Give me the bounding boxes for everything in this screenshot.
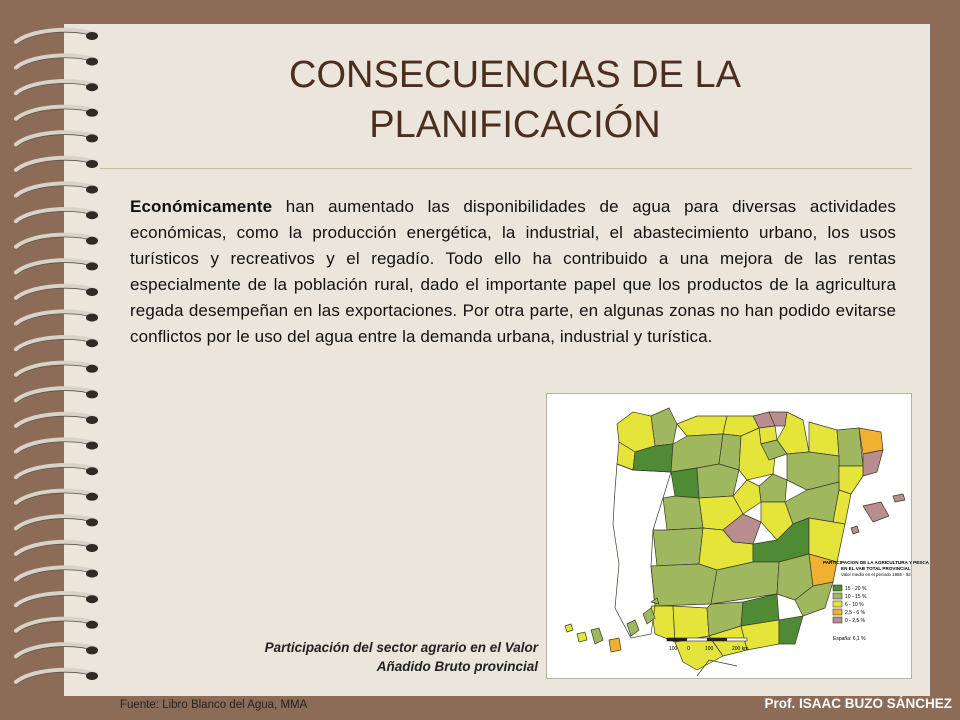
spiral-ring — [16, 465, 98, 479]
legend-title-2: EN EL VAB TOTAL PROVINCIAL — [841, 566, 911, 571]
spiral-ring — [16, 183, 98, 197]
legend-swatch — [833, 585, 842, 591]
body-rest: han aumentado las disponibilidades de agua para diversas actividades económicas, como la producción energética, la industrial, el abastecimiento urbano, los usos turísticos y recreativos y el regadío. Todo ello ha contribuido a una mejora de las rentas especialmente de la población rural, dado el importante papel que los productos de la agricultura regada desempeñan en las exportaciones. Por otra parte, en algunas zonas no han podido evitarse conflictos por le uso del agua entre la demanda urbana, industrial y turística. — [130, 197, 896, 346]
spiral-ring — [16, 260, 98, 274]
province-valladolid — [697, 464, 739, 498]
body-paragraph — [130, 194, 896, 350]
spiral-ring — [16, 158, 98, 172]
spiral-ring — [16, 644, 98, 658]
spain-map-figure — [546, 393, 929, 679]
spiral-ring — [16, 670, 98, 684]
spiral-ring — [16, 567, 98, 581]
province-soria — [759, 474, 787, 502]
scale-label: 100 — [705, 646, 714, 652]
province-caceres — [653, 528, 703, 566]
title-line-1: CONSECUENCIAS DE LA — [289, 54, 741, 96]
spiral-ring — [16, 235, 98, 249]
legend-label: 15 - 20 % — [845, 586, 867, 592]
province-asturias — [677, 416, 727, 436]
spiral-ring — [16, 132, 98, 146]
legend-swatch — [833, 609, 842, 615]
map-caption — [200, 638, 538, 676]
province-salamanca — [663, 496, 703, 530]
spiral-ring — [16, 414, 98, 428]
legend-national-value: España: 6,1 % — [833, 636, 866, 642]
scale-label: 200 km — [732, 646, 749, 652]
spiral-ring — [16, 516, 98, 530]
legend-title-3: Valor medio en el período 1986 - 92 — [841, 572, 911, 577]
province-badajoz — [651, 564, 717, 606]
scale-label: 100 — [669, 646, 678, 652]
legend-swatch — [833, 617, 842, 623]
legend-label: 10 - 15 % — [845, 594, 867, 600]
legend-title-1: PARTICIPACION DE LA AGRICULTURA Y PESCA — [823, 560, 929, 565]
spiral-ring — [16, 209, 98, 223]
spiral-ring — [16, 311, 98, 325]
spiral-ring — [16, 439, 98, 453]
province-baleares-ibiza — [851, 526, 859, 534]
legend-label: 0 - 2,5 % — [845, 618, 866, 624]
scale-label: 0 — [687, 646, 690, 652]
body-lead-word: Económicamente — [130, 197, 273, 216]
caption-line-1: Participación del sector agrario en el Valor — [264, 640, 538, 655]
spiral-ring — [16, 81, 98, 95]
source-note: Fuente: Libro Blanco del Agua, MMA — [120, 699, 308, 711]
spiral-ring — [16, 363, 98, 377]
title-line-2: PLANIFICACIÓN — [369, 104, 661, 146]
spiral-binding — [0, 0, 110, 720]
province-palencia — [719, 434, 741, 470]
legend-swatch — [833, 601, 842, 607]
spiral-ring — [16, 542, 98, 556]
spiral-ring — [16, 619, 98, 633]
province-girona — [859, 428, 883, 454]
province-almeria — [779, 616, 803, 644]
legend-swatch — [833, 593, 842, 599]
province-huelva — [651, 606, 675, 642]
province-zamora — [671, 468, 699, 498]
spiral-ring — [16, 337, 98, 351]
legend-label: 6 - 10 % — [845, 602, 864, 608]
legend-label: 2,5 - 6 % — [845, 610, 866, 616]
spiral-ring — [16, 286, 98, 300]
spiral-ring — [16, 388, 98, 402]
province-lugo — [651, 408, 677, 446]
author-credit: Prof. ISAAC BUZO SÁNCHEZ — [764, 696, 952, 711]
spiral-ring — [16, 55, 98, 69]
canary-islands — [565, 598, 659, 652]
spiral-ring — [16, 593, 98, 607]
title-divider — [100, 168, 912, 169]
caption-line-2: Añadido Bruto provincial — [376, 659, 538, 674]
slide-title — [100, 50, 930, 150]
spain-map — [547, 394, 929, 678]
province-lleida — [837, 428, 863, 466]
spiral-ring — [16, 107, 98, 121]
spiral-ring — [16, 30, 98, 44]
spiral-ring — [16, 491, 98, 505]
province-barcelona — [863, 450, 883, 476]
province-huesca — [809, 422, 839, 456]
province-baleares-mallorca — [863, 502, 889, 522]
province-baleares-menorca — [893, 494, 905, 502]
province-tarragona — [839, 466, 863, 494]
